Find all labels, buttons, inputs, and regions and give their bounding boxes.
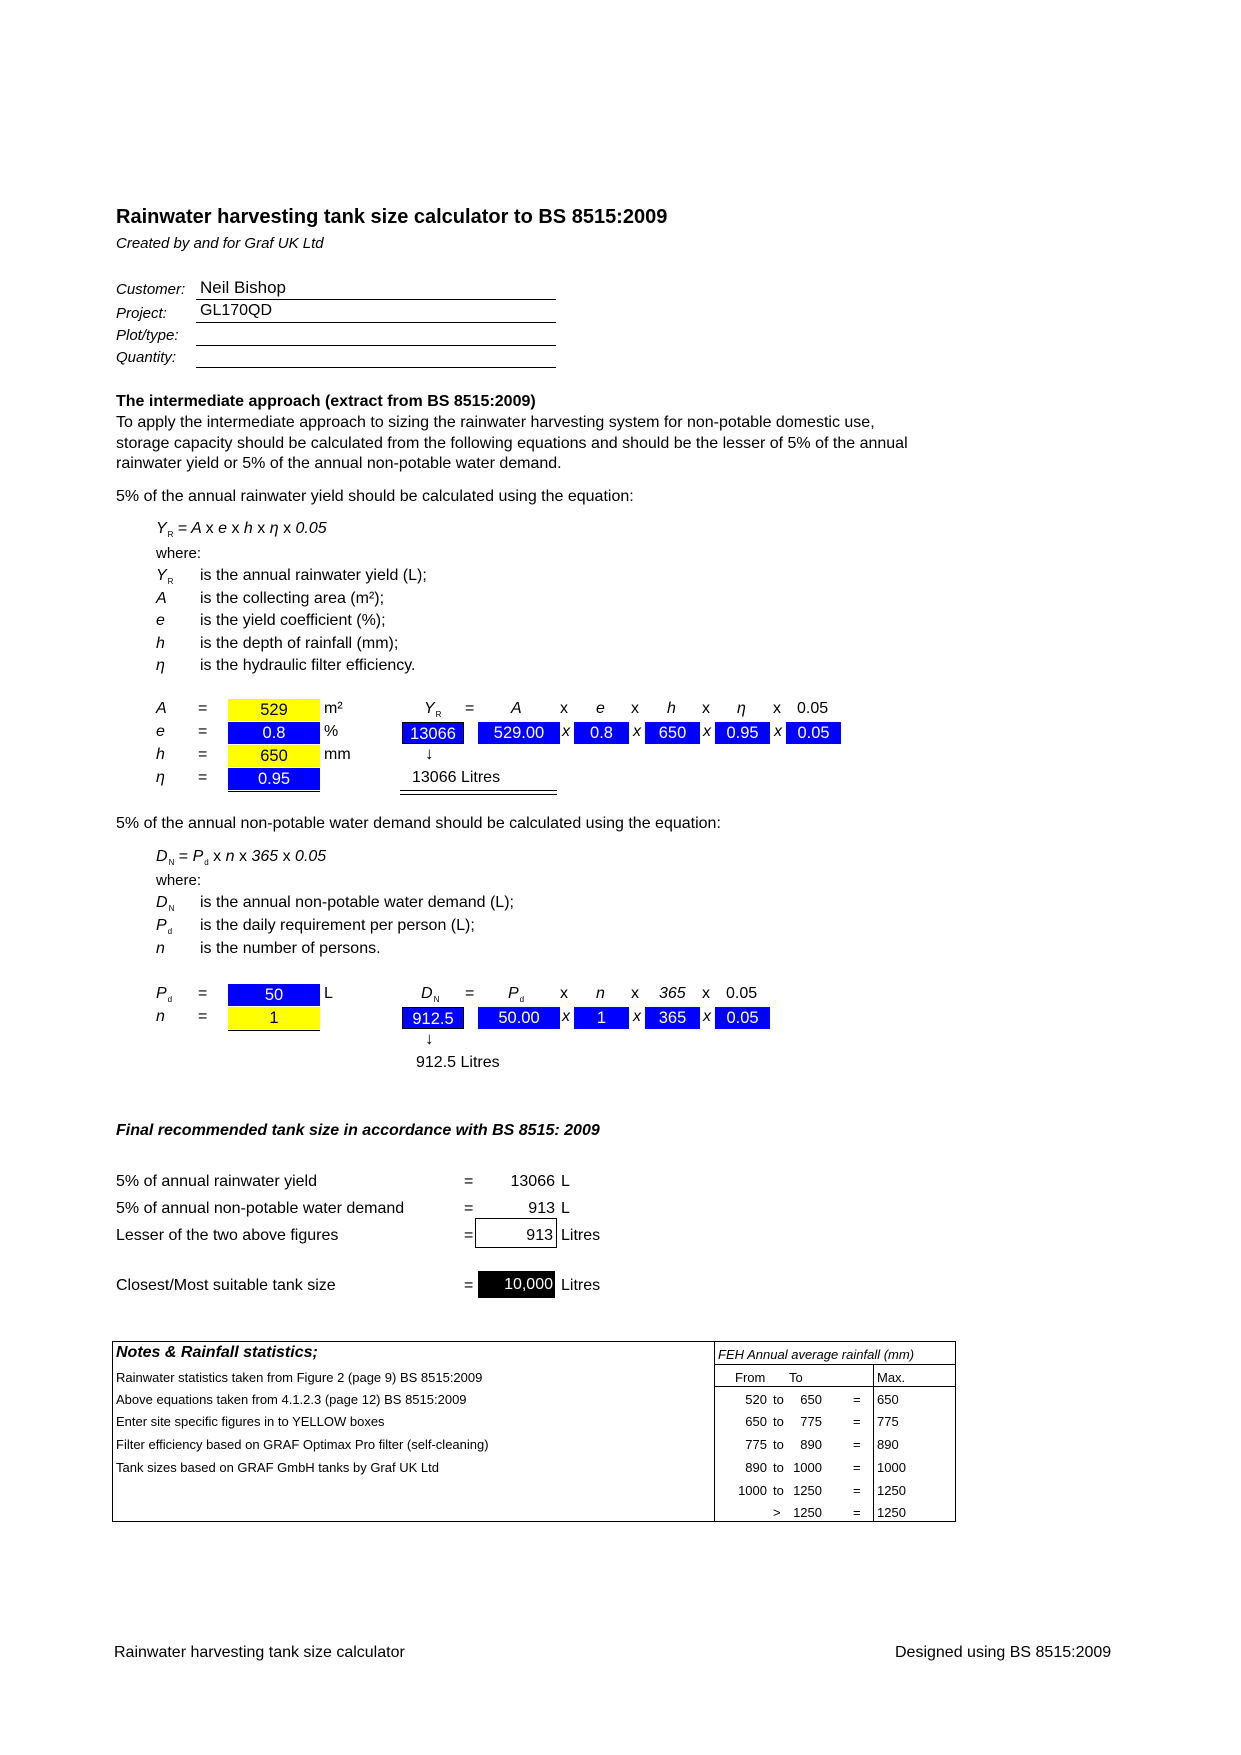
calc-requirement-cell: 50.00 [478,1007,560,1029]
persons-input[interactable]: 1 [228,1007,320,1029]
customer-underline [196,299,556,300]
footer-right: Designed using BS 8515:2009 [895,1644,1112,1661]
rainfall-col-from: From [735,1370,766,1385]
demand-intro: 5% of the annual non-potable water demand should be calculated using the equation: [116,815,721,832]
def-symbol: η [156,657,165,674]
input-symbol-n: n [156,1008,165,1025]
input-bottom-border [228,791,320,792]
def-symbol: $P_d$ [156,917,173,937]
quantity-label: Quantity: [116,349,177,366]
times-sign: x [703,723,711,740]
note-item: Filter efficiency based on GRAF Optimax Pro filter (self-cleaning) [116,1437,489,1452]
input-equals: = [198,985,208,1002]
def-symbol: A [156,590,167,607]
calc-factor-cell: 0.05 [786,722,841,744]
input-symbol-e: e [156,723,165,740]
area-input[interactable]: 529 [228,699,320,721]
def-symbol: n [156,940,165,957]
double-underline [400,790,557,795]
yield-intro: 5% of the annual rainwater yield should be calculated using the equation: [116,488,634,505]
times-sign: x [562,723,570,740]
final-unit: Litres [561,1227,601,1244]
calc-area-cell: 529.00 [478,722,560,744]
project-label: Project: [116,305,167,322]
final-equals: = [464,1200,474,1217]
filter-efficiency-value: 0.95 [228,768,320,790]
tank-size-value: 10,000 [478,1271,555,1298]
times-sign: x [703,1008,711,1025]
final-label: 5% of annual non-potable water demand [116,1200,405,1217]
def-text: is the collecting area (m²); [200,590,385,607]
input-equals: = [198,1008,208,1025]
def-symbol: e [156,612,165,629]
note-item: Above equations taken from 4.1.2.3 (page 12) BS 8515:2009 [116,1392,467,1407]
yield-coefficient-value: 0.8 [228,722,320,744]
yield-total: 13066 Litres [412,769,501,786]
quantity-underline [196,367,556,368]
demand-result-cell: 912.5 [402,1007,464,1029]
intro-heading: The intermediate approach (extract from BS 8515:2009) [116,393,536,410]
rainfall-heading: FEH Annual average rainfall (mm) [718,1347,915,1362]
def-symbol: $D_N$ [156,894,175,914]
notes-panel [112,1341,956,1522]
final-equals: = [464,1173,474,1190]
rainfall-unit: mm [324,746,351,763]
rainfall-col-to: To [789,1370,803,1385]
lesser-value: 913 [526,1227,553,1244]
demand-where: where: [156,872,202,889]
footer-left: Rainwater harvesting tank size calculator [114,1644,405,1661]
customer-field[interactable]: Neil Bishop [200,278,286,297]
demand-total: 912.5 Litres [416,1054,500,1071]
notes-divider [714,1341,715,1522]
def-text: is the annual rainwater yield (L); [200,567,427,584]
times-sign: x [633,1008,641,1025]
area-unit: m² [324,700,343,717]
daily-requirement-unit: L [324,985,333,1002]
input-symbol-h: h [156,746,165,763]
times-sign: x [633,723,641,740]
times-sign: x [774,723,782,740]
rainfall-col-max: Max. [877,1370,906,1385]
times-sign: x [562,1008,570,1025]
calc-efficiency-cell: 0.95 [715,722,770,744]
input-equals: = [198,700,208,717]
plot-label: Plot/type: [116,327,179,344]
calc-persons-cell: 1 [574,1007,629,1029]
rainfall-input[interactable]: 650 [228,745,320,767]
input-equals: = [198,723,208,740]
page-subtitle: Created by and for Graf UK Ltd [116,235,324,252]
rainfall-max-divider [873,1364,874,1522]
final-unit: Litres [561,1277,601,1294]
final-heading: Final recommended tank size in accordance with BS 8515: 2009 [116,1122,600,1139]
notes-heading: Notes & Rainfall statistics; [116,1344,318,1361]
yield-where: where: [156,545,202,562]
final-demand-value: 913 [528,1200,555,1217]
def-text: is the yield coefficient (%); [200,612,386,629]
intro-line-2: storage capacity should be calculated from the following equations and should be the lesser of 5% of the annual [116,435,908,452]
down-arrow-icon: ↓ [425,1029,434,1048]
note-item: Enter site specific figures in to YELLOW boxes [116,1414,385,1429]
rainfall-divider [714,1364,956,1365]
def-text: is the number of persons. [200,940,381,957]
final-equals: = [464,1277,474,1294]
intro-line-1: To apply the intermediate approach to sizing the rainwater harvesting system for non-potable domestic use, [116,414,875,431]
input-bottom-border [228,1030,320,1031]
note-item: Rainwater statistics taken from Figure 2 (page 9) BS 8515:2009 [116,1370,483,1385]
note-item: Tank sizes based on GRAF GmbH tanks by Graf UK Ltd [116,1460,439,1475]
input-symbol-Pd: $P_d$ [156,985,173,1005]
yield-equation: $Y_R = A$ x e x h x η x 0.05 [156,520,327,540]
plot-underline [196,345,556,346]
rainfall-divider [714,1386,956,1387]
calc-rainfall-cell: 650 [645,722,700,744]
def-text: is the annual non-potable water demand (L); [200,894,514,911]
final-equals: = [464,1227,474,1244]
intro-line-3: rainwater yield or 5% of the annual non-potable water demand. [116,455,562,472]
def-symbol: h [156,635,165,652]
final-yield-value: 13066 [510,1173,555,1190]
demand-equation: $D_N = P_d$ x n x 365 x 0.05 [156,848,327,868]
input-symbol-eta: η [156,769,165,786]
final-label: 5% of annual rainwater yield [116,1173,318,1190]
daily-requirement-value: 50 [228,984,320,1006]
def-text: is the depth of rainfall (mm); [200,635,399,652]
calc-days-cell: 365 [645,1007,700,1029]
down-arrow-icon: ↓ [425,744,434,763]
def-text: is the hydraulic filter efficiency. [200,657,416,674]
coefficient-unit: % [324,723,339,740]
project-field[interactable]: GL170QD [200,302,273,319]
final-label: Lesser of the two above figures [116,1227,339,1244]
input-symbol-A: A [156,700,167,717]
project-underline [196,322,556,323]
calc-factor-cell: 0.05 [715,1007,770,1029]
final-unit: L [561,1173,570,1190]
tank-label: Closest/Most suitable tank size [116,1277,336,1294]
input-equals: = [198,769,208,786]
customer-label: Customer: [116,281,186,298]
def-symbol: $Y_R$ [156,567,174,587]
def-text: is the daily requirement per person (L); [200,917,475,934]
page-title: Rainwater harvesting tank size calculator to BS 8515:2009 [116,206,668,228]
input-equals: = [198,746,208,763]
final-unit: L [561,1200,570,1217]
calc-coefficient-cell: 0.8 [574,722,629,744]
yield-result-cell: 13066 [402,722,464,744]
